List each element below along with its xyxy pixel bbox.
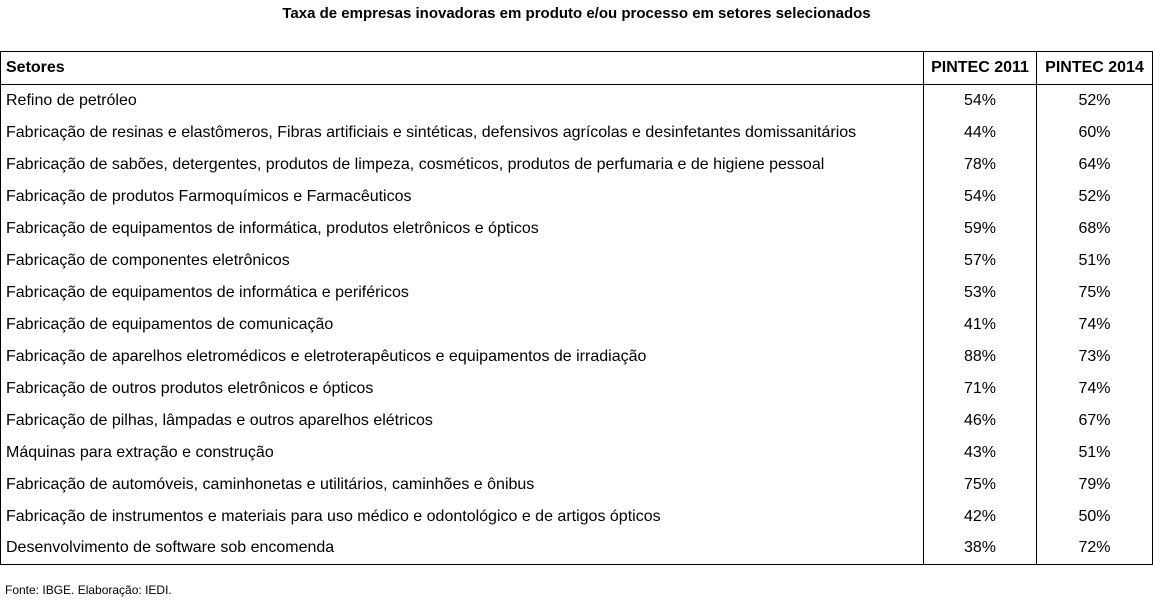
- pintec-2011-cell: 46%: [924, 405, 1037, 437]
- table-row: [1, 213, 1153, 245]
- column-header-pintec-2011: PINTEC 2011: [924, 52, 1037, 85]
- sector-cell: Fabricação de pilhas, lâmpadas e outros aparelhos elétricos: [1, 405, 924, 437]
- pintec-2011-cell: 59%: [924, 213, 1037, 245]
- pintec-2014-cell: 74%: [1037, 309, 1153, 341]
- sector-cell: Fabricação de equipamentos de informática e periféricos: [1, 277, 924, 309]
- pintec-2011-cell: 54%: [924, 85, 1037, 117]
- table-row: [1, 181, 1153, 213]
- header-row: [1, 52, 1153, 85]
- table-row: [1, 405, 1153, 437]
- sector-cell: Fabricação de sabões, detergentes, produtos de limpeza, cosméticos, produtos de perfumaria e de higiene pessoal: [1, 149, 924, 181]
- table-row: [1, 85, 1153, 117]
- pintec-2014-cell: 72%: [1037, 533, 1153, 565]
- sector-cell: Refino de petróleo: [1, 85, 924, 117]
- pintec-2011-cell: 43%: [924, 437, 1037, 469]
- pintec-2011-cell: 42%: [924, 501, 1037, 533]
- sector-cell: Desenvolvimento de software sob encomenda: [1, 533, 924, 565]
- column-header-pintec-2014: PINTEC 2014: [1037, 52, 1153, 85]
- pintec-2014-cell: 73%: [1037, 341, 1153, 373]
- data-table: [0, 51, 1153, 565]
- table-row: [1, 117, 1153, 149]
- table-row: [1, 341, 1153, 373]
- sector-cell: Fabricação de produtos Farmoquímicos e Farmacêuticos: [1, 181, 924, 213]
- table-row: [1, 309, 1153, 341]
- sector-cell: Fabricação de resinas e elastômeros, Fibras artificiais e sintéticas, defensivos agrícolas e desinfetantes domissanitários: [1, 117, 924, 149]
- pintec-2011-cell: 71%: [924, 373, 1037, 405]
- pintec-2011-cell: 75%: [924, 469, 1037, 501]
- pintec-2011-cell: 44%: [924, 117, 1037, 149]
- sector-cell: Fabricação de automóveis, caminhonetas e utilitários, caminhões e ônibus: [1, 469, 924, 501]
- table-row: [1, 469, 1153, 501]
- table-title: Taxa de empresas inovadoras em produto e/ou processo em setores selecionados: [282, 5, 871, 22]
- sector-cell: Fabricação de aparelhos eletromédicos e eletroterapêuticos e equipamentos de irradiação: [1, 341, 924, 373]
- pintec-2014-cell: 74%: [1037, 373, 1153, 405]
- pintec-2014-cell: 75%: [1037, 277, 1153, 309]
- sector-cell: Fabricação de equipamentos de informática, produtos eletrônicos e ópticos: [1, 213, 924, 245]
- pintec-2011-cell: 78%: [924, 149, 1037, 181]
- pintec-2011-cell: 57%: [924, 245, 1037, 277]
- table-row: [1, 533, 1153, 565]
- pintec-2014-cell: 51%: [1037, 437, 1153, 469]
- sector-cell: Fabricação de outros produtos eletrônicos e ópticos: [1, 373, 924, 405]
- pintec-2014-cell: 79%: [1037, 469, 1153, 501]
- pintec-2014-cell: 67%: [1037, 405, 1153, 437]
- pintec-2014-cell: 52%: [1037, 85, 1153, 117]
- pintec-2014-cell: 50%: [1037, 501, 1153, 533]
- sector-cell: Fabricação de componentes eletrônicos: [1, 245, 924, 277]
- pintec-2014-cell: 64%: [1037, 149, 1153, 181]
- pintec-2011-cell: 41%: [924, 309, 1037, 341]
- pintec-2011-cell: 53%: [924, 277, 1037, 309]
- pintec-2014-cell: 51%: [1037, 245, 1153, 277]
- table-row: [1, 437, 1153, 469]
- pintec-2014-cell: 68%: [1037, 213, 1153, 245]
- table-row: [1, 277, 1153, 309]
- table-row: [1, 501, 1153, 533]
- column-header-sectors: Setores: [1, 52, 924, 85]
- pintec-2014-cell: 60%: [1037, 117, 1153, 149]
- table-row: [1, 373, 1153, 405]
- pintec-2014-cell: 52%: [1037, 181, 1153, 213]
- source-note: Fonte: IBGE. Elaboração: IEDI.: [5, 583, 172, 597]
- pintec-2011-cell: 88%: [924, 341, 1037, 373]
- pintec-2011-cell: 38%: [924, 533, 1037, 565]
- sector-cell: Máquinas para extração e construção: [1, 437, 924, 469]
- table-row: [1, 149, 1153, 181]
- sector-cell: Fabricação de equipamentos de comunicação: [1, 309, 924, 341]
- sector-cell: Fabricação de instrumentos e materiais para uso médico e odontológico e de artigos ópticos: [1, 501, 924, 533]
- pintec-2011-cell: 54%: [924, 181, 1037, 213]
- table-row: [1, 245, 1153, 277]
